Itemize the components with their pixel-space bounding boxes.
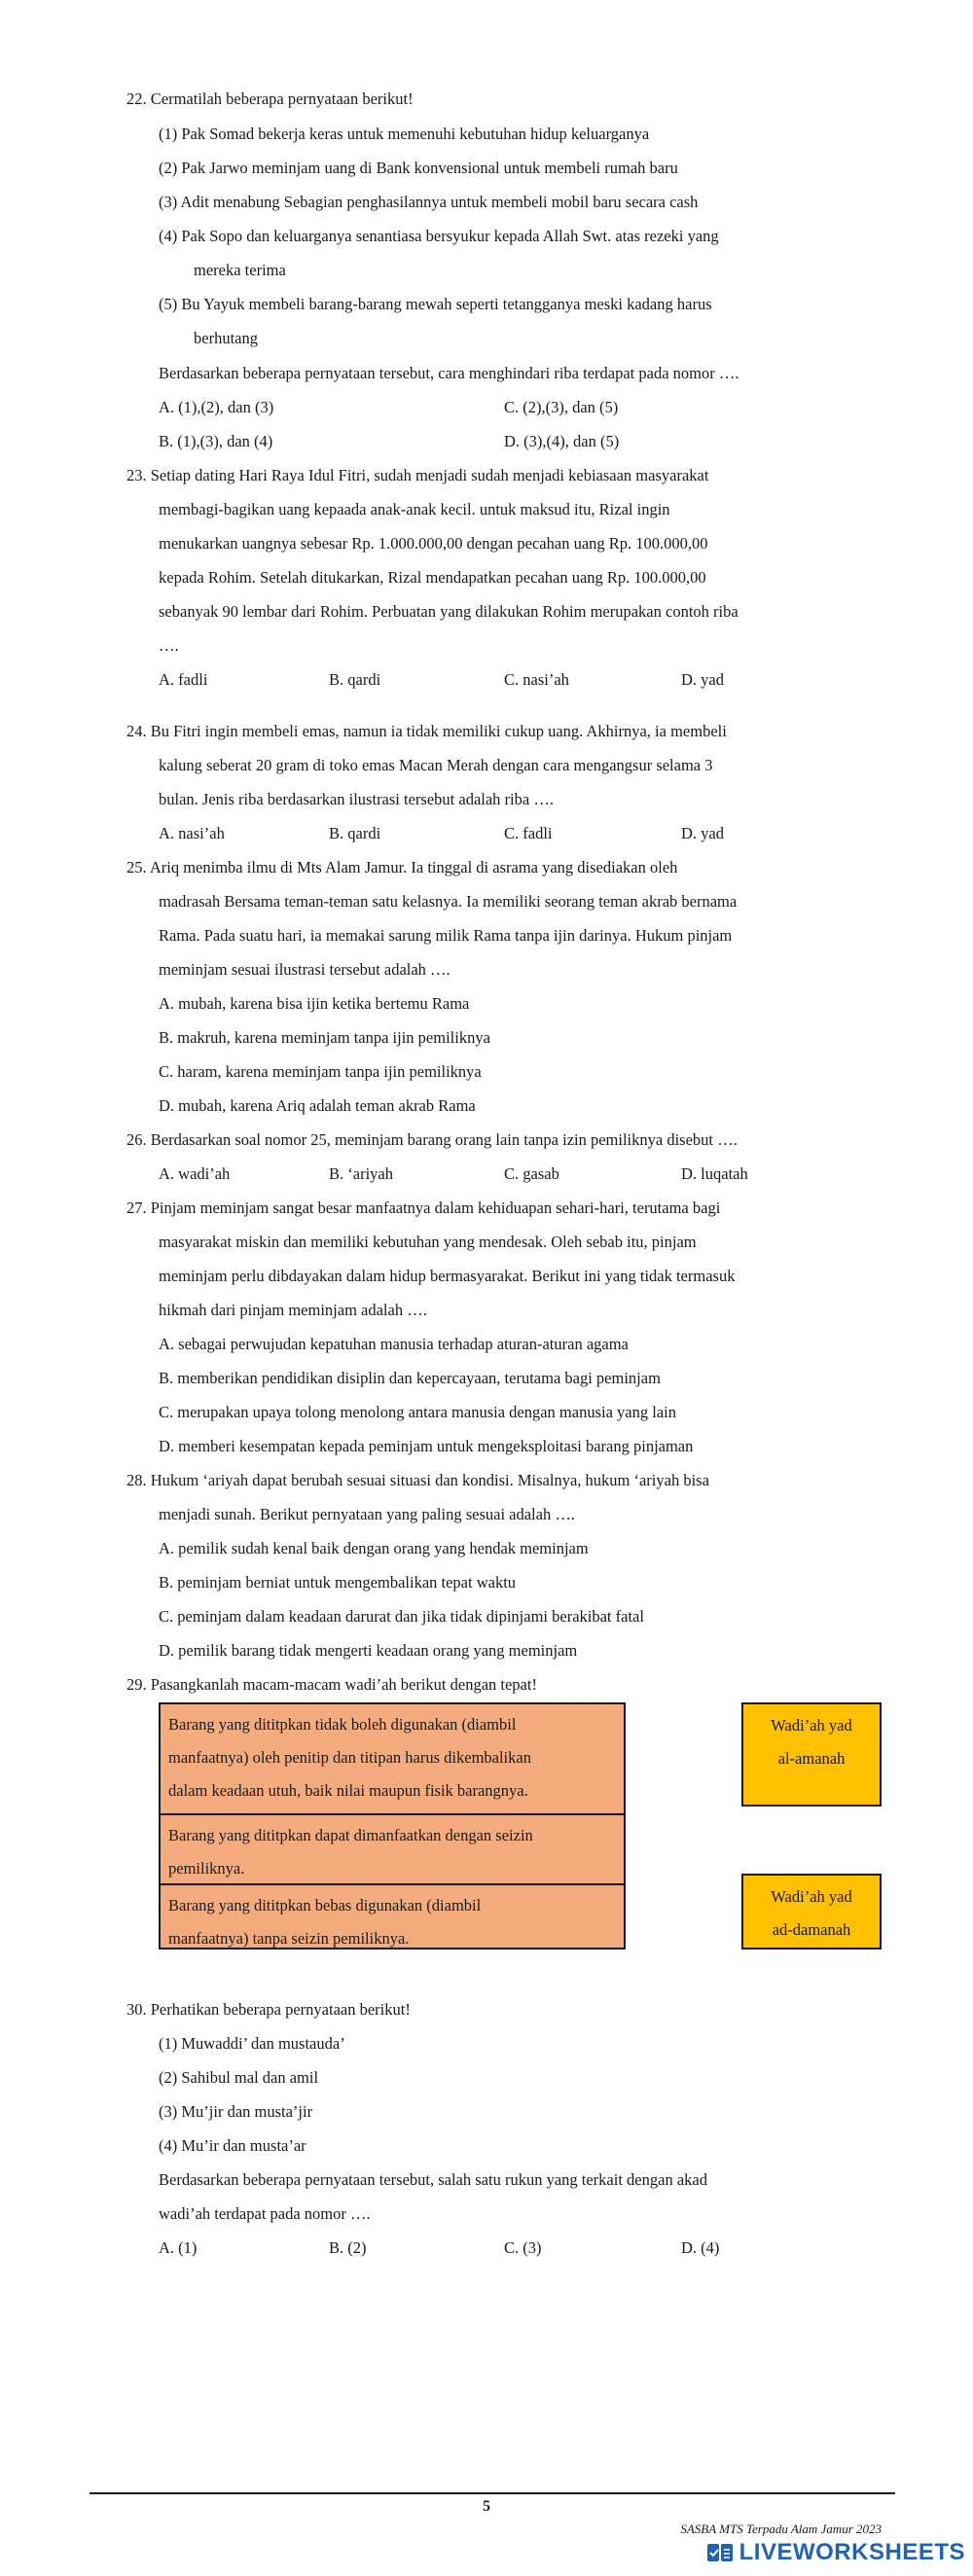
footer-school-label: SASBA MTS Terpadu Alam Jamur 2023 (680, 2522, 882, 2536)
q23-line-1: 23. Setiap dating Hari Raya Idul Fitri, sudah menjadi sudah menjadi kebiasaan masyarakat (126, 466, 709, 484)
q24-option-c[interactable]: C. fadli (504, 824, 553, 842)
q23-option-c[interactable]: C. nasi’ah (504, 670, 569, 689)
q28-option-a[interactable]: A. pemilik sudah kenal baik dengan orang yang hendak meminjam (159, 1539, 589, 1557)
q24-option-b[interactable]: B. qardi (329, 824, 381, 842)
q30-option-d[interactable]: D. (4) (681, 2238, 720, 2257)
liveworksheets-icon (706, 2542, 736, 2563)
q23-line-5: sebanyak 90 lembar dari Rohim. Perbuatan yang dilakukan Rohim merupakan contoh riba (159, 602, 739, 621)
footer-divider (90, 2492, 895, 2494)
q25-option-d[interactable]: D. mubah, karena Ariq adalah teman akrab Rama (159, 1096, 476, 1115)
q27-option-a[interactable]: A. sebagai perwujudan kepatuhan manusia terhadap aturan-aturan agama (159, 1335, 629, 1353)
q29-statement-1[interactable] (161, 1704, 624, 1813)
q30-item-1: (1) Muwaddi’ dan mustauda’ (159, 2034, 345, 2053)
q25-option-b[interactable]: B. makruh, karena meminjam tanpa ijin pemiliknya (159, 1028, 490, 1047)
q25-option-c[interactable]: C. haram, karena meminjam tanpa ijin pemiliknya (159, 1062, 482, 1081)
q29-statement-3-line-1: Barang yang dititpkan bebas digunakan (diambil (168, 1896, 482, 1914)
q26-option-b[interactable]: B. ‘ariyah (329, 1164, 393, 1183)
q28-option-d[interactable]: D. pemilik barang tidak mengerti keadaan orang yang meminjam (159, 1641, 578, 1660)
q22-item-4: (4) Pak Sopo dan keluarganya senantiasa bersyukur kepada Allah Swt. atas rezeki yang (159, 227, 719, 245)
q29-answer-2-line-1: Wadi’ah yad (771, 1887, 852, 1906)
q29-statements-table (159, 1702, 626, 1950)
q22-stem: 22. Cermatilah beberapa pernyataan berikut! (126, 89, 414, 108)
q29-answer-al-amanah[interactable] (741, 1702, 882, 1807)
q28-line-1: 28. Hukum ‘ariyah dapat berubah sesuai situasi dan kondisi. Misalnya, hukum ‘ariyah bisa (126, 1471, 709, 1489)
q22-item-3: (3) Adit menabung Sebagian penghasilannya untuk membeli mobil baru secara cash (159, 193, 699, 211)
q23-option-a[interactable]: A. fadli (159, 670, 208, 689)
q23-option-d[interactable]: D. yad (681, 670, 724, 689)
q24-line-3: bulan. Jenis riba berdasarkan ilustrasi tersebut adalah riba …. (159, 790, 554, 808)
q29-statement-3-line-2: manfaatnya) tanpa seizin pemiliknya. (168, 1929, 410, 1948)
q23-line-6: …. (159, 636, 179, 655)
q22-option-d[interactable]: D. (3),(4), dan (5) (504, 432, 620, 450)
q29-answer-1-line-1: Wadi’ah yad (771, 1716, 852, 1735)
q27-option-b[interactable]: B. memberikan pendidikan disiplin dan kepercayaan, terutama bagi peminjam (159, 1369, 661, 1387)
q29-answer-ad-damanah[interactable] (741, 1874, 882, 1950)
q29-answer-1-line-2: al-amanah (777, 1749, 846, 1768)
q22-option-c[interactable]: C. (2),(3), dan (5) (504, 398, 619, 416)
q30-question-line-1: Berdasarkan beberapa pernyataan tersebut, salah satu rukun yang terkait dengan akad (159, 2170, 707, 2189)
q22-item-1: (1) Pak Somad bekerja keras untuk memenuhi kebutuhan hidup keluarganya (159, 125, 650, 143)
q28-option-c[interactable]: C. peminjam dalam keadaan darurat dan jika tidak dipinjami berakibat fatal (159, 1607, 644, 1626)
q22-item-5-cont: berhutang (194, 329, 258, 347)
q30-item-4: (4) Mu’ir dan musta’ar (159, 2136, 306, 2155)
q25-line-1: 25. Ariq menimba ilmu di Mts Alam Jamur. Ia tinggal di asrama yang disediakan oleh (126, 858, 678, 877)
q26-option-d[interactable]: D. luqatah (681, 1164, 748, 1183)
q30-option-b[interactable]: B. (2) (329, 2238, 367, 2257)
q25-line-3: Rama. Pada suatu hari, ia memakai sarung milik Rama tanpa ijin darinya. Hukum pinjam (159, 926, 733, 945)
q22-item-5: (5) Bu Yayuk membeli barang-barang mewah seperti tetangganya meski kadang harus (159, 295, 712, 313)
q22-item-4-cont: mereka terima (194, 261, 286, 279)
q27-option-d[interactable]: D. memberi kesempatan kepada peminjam untuk mengeksploitasi barang pinjaman (159, 1437, 694, 1455)
q26-option-a[interactable]: A. wadi’ah (159, 1164, 231, 1183)
q30-stem: 30. Perhatikan beberapa pernyataan berikut! (126, 2000, 411, 2019)
q29-answer-2-line-2: ad-damanah (772, 1920, 851, 1939)
q28-option-b[interactable]: B. peminjam berniat untuk mengembalikan tepat waktu (159, 1573, 517, 1592)
q30-item-2: (2) Sahibul mal dan amil (159, 2068, 319, 2087)
q30-item-3: (3) Mu’jir dan musta’jir (159, 2102, 313, 2121)
q30-option-a[interactable]: A. (1) (159, 2238, 198, 2257)
q25-line-2: madrasah Bersama teman-teman satu kelasnya. Ia memiliki seorang teman akrab bernama (159, 892, 738, 911)
q29-statement-2-line-2: pemiliknya. (168, 1859, 245, 1878)
q23-line-4: kepada Rohim. Setelah ditukarkan, Rizal mendapatkan pecahan uang Rp. 100.000,00 (159, 568, 706, 587)
q23-line-2: membagi-bagikan uang kepaada anak-anak kecil. untuk maksud itu, Rizal ingin (159, 500, 670, 519)
q29-statement-2[interactable] (161, 1813, 624, 1883)
q29-statement-1-line-3: dalam keadaan utuh, baik nilai maupun fisik barangnya. (168, 1781, 528, 1800)
q22-option-a[interactable]: A. (1),(2), dan (3) (159, 398, 274, 416)
q24-option-a[interactable]: A. nasi’ah (159, 824, 225, 842)
q29-statement-1-line-1: Barang yang dititpkan tidak boleh digunakan (diambil (168, 1715, 517, 1734)
q29-statement-3[interactable] (161, 1883, 624, 1948)
q27-line-3: meminjam perlu dibdayakan dalam hidup bermasyarakat. Berikut ini yang tidak termasuk (159, 1267, 736, 1285)
liveworksheets-brand-text: LIVEWORKSHEETS (739, 2539, 965, 2565)
q29-statement-2-line-1: Barang yang dititpkan dapat dimanfaatkan dengan seizin (168, 1826, 533, 1844)
q28-line-2: menjadi sunah. Berikut pernyataan yang paling sesuai adalah …. (159, 1505, 575, 1523)
q24-option-d[interactable]: D. yad (681, 824, 724, 842)
q29-stem: 29. Pasangkanlah macam-macam wadi’ah berikut dengan tepat! (126, 1675, 537, 1694)
q27-line-1: 27. Pinjam meminjam sangat besar manfaatnya dalam kehiduapan sehari-hari, terutama bagi (126, 1199, 721, 1217)
q25-line-4: meminjam sesuai ilustrasi tersebut adalah …. (159, 960, 450, 979)
q30-question-line-2: wadi’ah terdapat pada nomor …. (159, 2204, 371, 2223)
q22-item-2: (2) Pak Jarwo meminjam uang di Bank konvensional untuk membeli rumah baru (159, 159, 678, 177)
q27-option-c[interactable]: C. merupakan upaya tolong menolong antara manusia dengan manusia yang lain (159, 1403, 676, 1421)
q23-line-3: menukarkan uangnya sebesar Rp. 1.000.000,00 dengan pecahan uang Rp. 100.000,00 (159, 534, 708, 553)
q30-option-c[interactable]: C. (3) (504, 2238, 542, 2257)
q25-option-a[interactable]: A. mubah, karena bisa ijin ketika bertemu Rama (159, 994, 470, 1013)
q27-line-2: masyarakat miskin dan memiliki kebutuhan yang mendesak. Oleh sebab itu, pinjam (159, 1233, 697, 1251)
q26-option-c[interactable]: C. gasab (504, 1164, 559, 1183)
q26-line-1: 26. Berdasarkan soal nomor 25, meminjam barang orang lain tanpa izin pemiliknya disebut …. (126, 1130, 738, 1149)
q27-line-4: hikmah dari pinjam meminjam adalah …. (159, 1301, 427, 1319)
q22-option-b[interactable]: B. (1),(3), dan (4) (159, 432, 273, 450)
q24-line-1: 24. Bu Fitri ingin membeli emas, namun ia tidak memiliki cukup uang. Akhirnya, ia membeli (126, 722, 727, 740)
q24-line-2: kalung seberat 20 gram di toko emas Macan Merah dengan cara mengangsur selama 3 (159, 756, 713, 774)
q29-statement-1-line-2: manfaatnya) oleh penitip dan titipan harus dikembalikan (168, 1748, 531, 1767)
liveworksheets-logo[interactable] (706, 2539, 965, 2566)
page-number: 5 (483, 2498, 490, 2515)
q22-question: Berdasarkan beberapa pernyataan tersebut, cara menghindari riba terdapat pada nomor …. (159, 364, 739, 382)
q23-option-b[interactable]: B. qardi (329, 670, 381, 689)
